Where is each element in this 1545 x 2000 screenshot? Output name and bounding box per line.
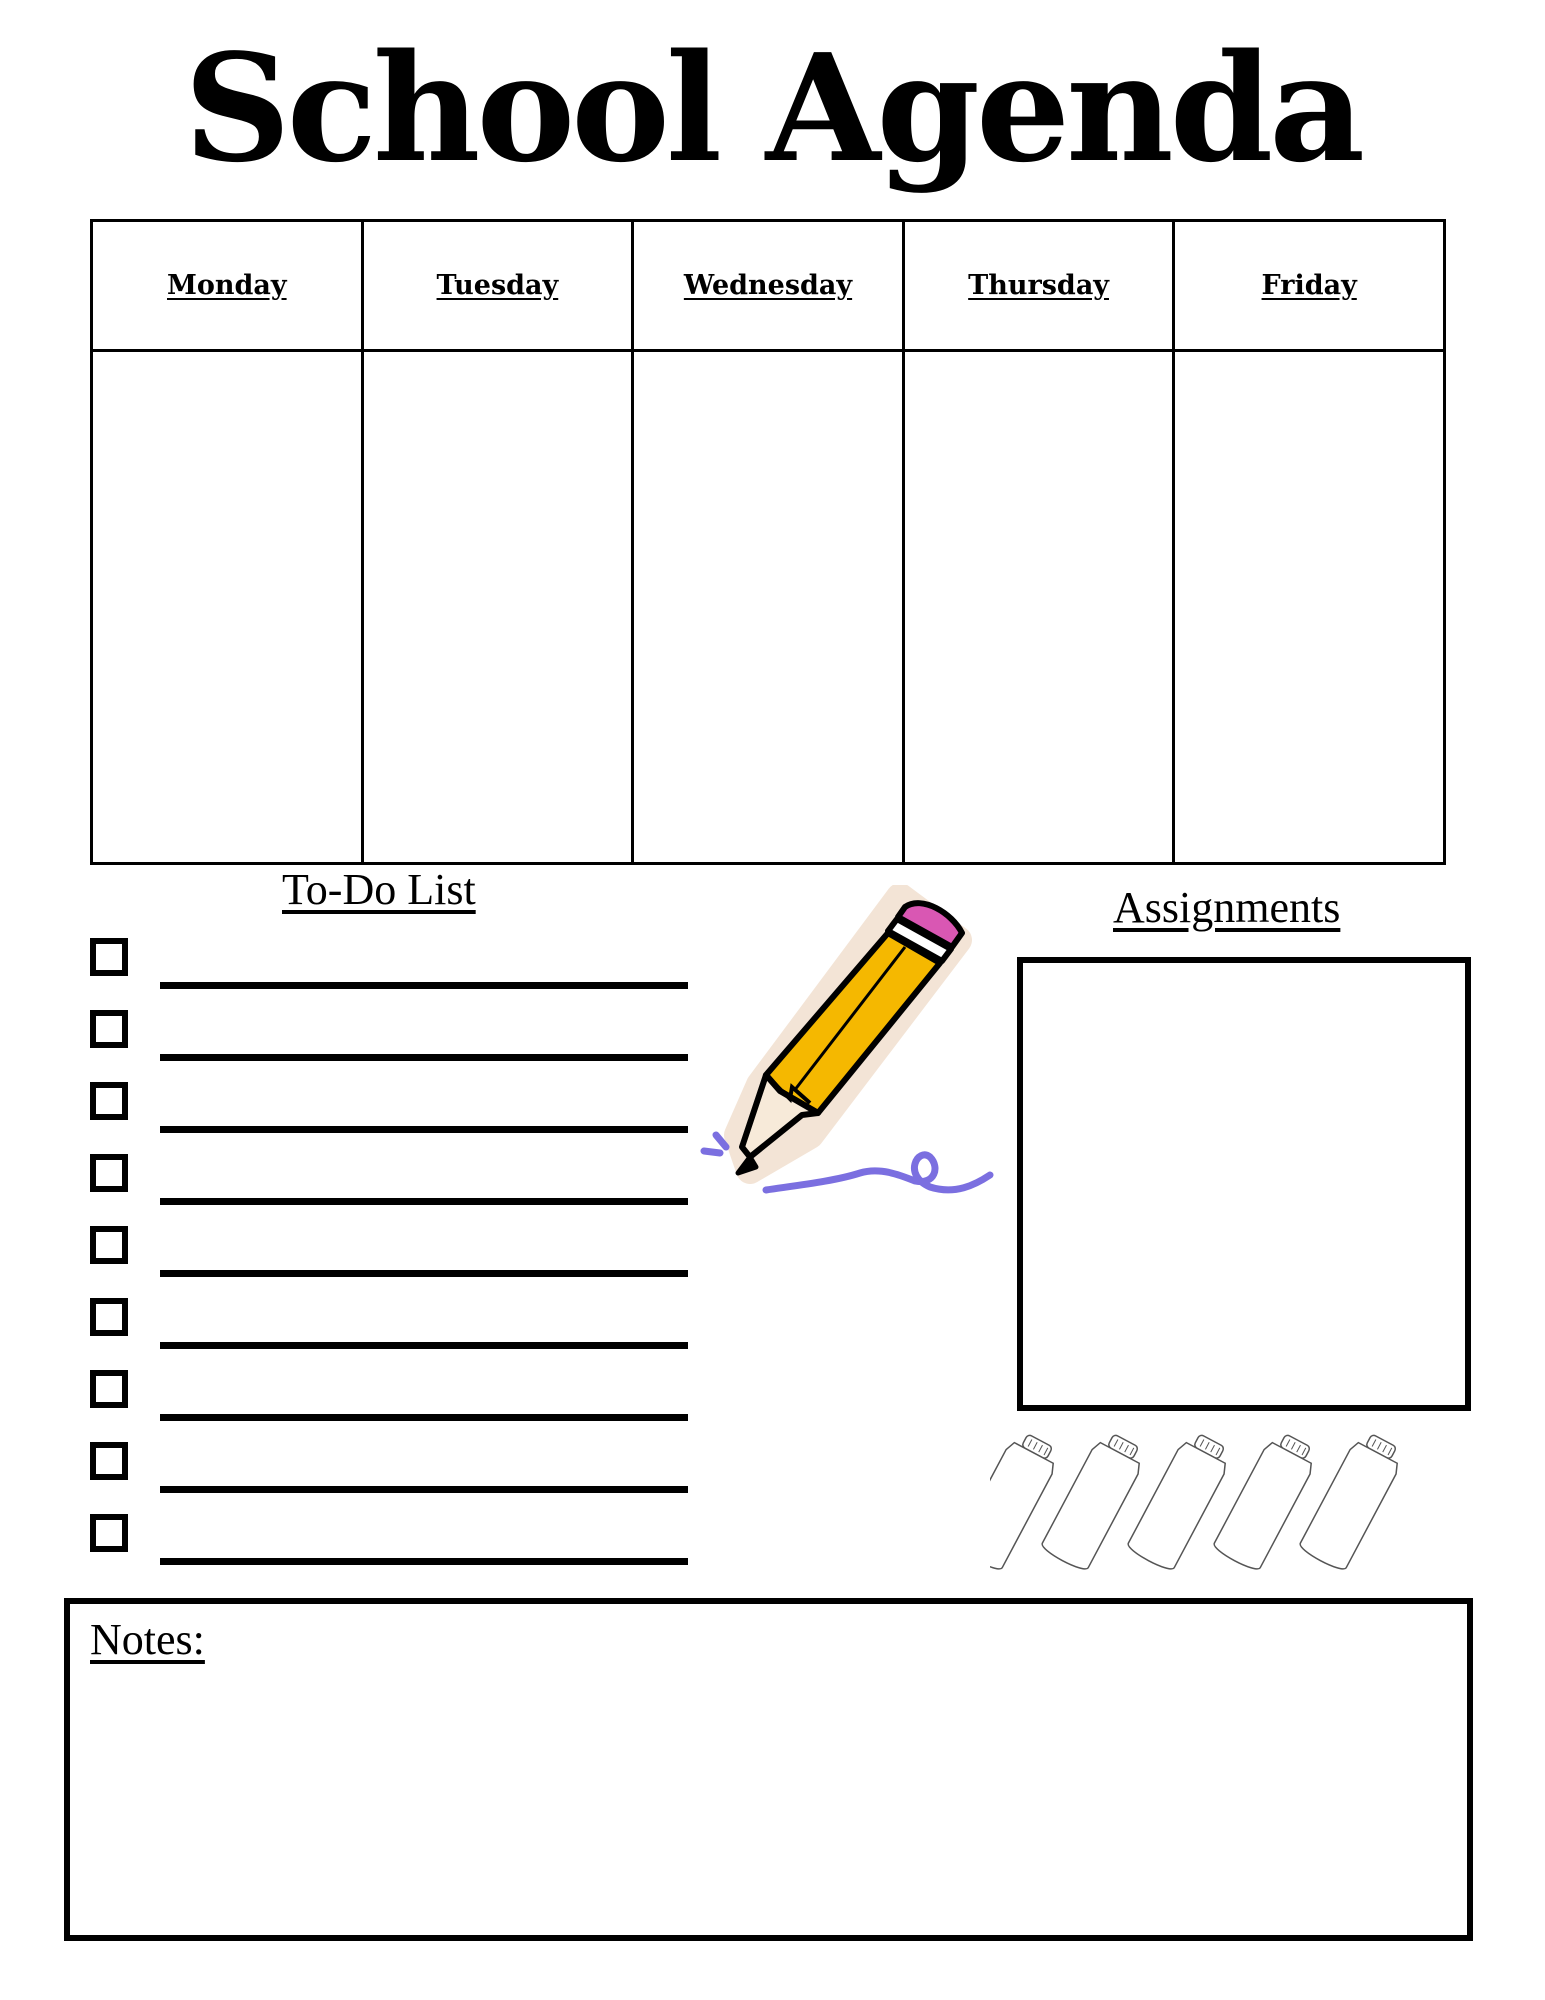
bottles-decoration bbox=[990, 1430, 1470, 1580]
day-column-wednesday bbox=[631, 222, 902, 862]
motion-marks bbox=[704, 1135, 726, 1153]
day-cell[interactable] bbox=[634, 352, 902, 862]
jar-icon bbox=[1212, 1430, 1322, 1573]
todo-item bbox=[88, 1370, 688, 1442]
day-column-friday bbox=[1172, 222, 1443, 862]
day-cell[interactable] bbox=[93, 352, 361, 862]
todo-item bbox=[88, 1010, 688, 1082]
day-header bbox=[1175, 222, 1443, 352]
notes-label: Notes: bbox=[90, 1615, 205, 1664]
todo-checkbox[interactable] bbox=[90, 1226, 128, 1264]
todo-write-line[interactable] bbox=[160, 1342, 688, 1349]
todo-checkbox[interactable] bbox=[90, 1082, 128, 1120]
todo-write-line[interactable] bbox=[160, 982, 688, 989]
todo-checkbox[interactable] bbox=[90, 938, 128, 976]
day-column-thursday bbox=[902, 222, 1173, 862]
pencil-icon bbox=[690, 885, 1010, 1215]
day-header bbox=[93, 222, 361, 352]
todo-item bbox=[88, 1298, 688, 1370]
day-header bbox=[364, 222, 632, 352]
notes-box[interactable] bbox=[64, 1598, 1473, 1941]
todo-write-line[interactable] bbox=[160, 1414, 688, 1421]
day-cell[interactable] bbox=[364, 352, 632, 862]
weekly-schedule-grid bbox=[90, 219, 1446, 865]
todo-list bbox=[88, 938, 688, 1586]
todo-list-title: To-Do List bbox=[282, 865, 476, 914]
todo-write-line[interactable] bbox=[160, 1054, 688, 1061]
todo-item bbox=[88, 1154, 688, 1226]
day-label: Wednesday bbox=[683, 270, 853, 301]
day-label: Friday bbox=[1261, 270, 1357, 301]
todo-item bbox=[88, 1226, 688, 1298]
day-cell[interactable] bbox=[1175, 352, 1443, 862]
todo-checkbox[interactable] bbox=[90, 1442, 128, 1480]
todo-checkbox[interactable] bbox=[90, 1298, 128, 1336]
jar-icon bbox=[1126, 1430, 1236, 1573]
todo-item bbox=[88, 938, 688, 1010]
todo-item bbox=[88, 1514, 688, 1586]
todo-checkbox[interactable] bbox=[90, 1514, 128, 1552]
day-cell[interactable] bbox=[905, 352, 1173, 862]
todo-write-line[interactable] bbox=[160, 1270, 688, 1277]
scribble-line bbox=[766, 1155, 990, 1190]
day-label: Thursday bbox=[968, 270, 1109, 301]
day-header bbox=[905, 222, 1173, 352]
todo-item bbox=[88, 1082, 688, 1154]
todo-write-line[interactable] bbox=[160, 1486, 688, 1493]
todo-checkbox[interactable] bbox=[90, 1370, 128, 1408]
day-column-tuesday bbox=[361, 222, 632, 862]
jar-icon bbox=[1040, 1430, 1150, 1573]
day-label: Monday bbox=[167, 270, 287, 301]
todo-write-line[interactable] bbox=[160, 1126, 688, 1133]
jar-icon bbox=[1298, 1430, 1408, 1573]
todo-item bbox=[88, 1442, 688, 1514]
page-title: School Agenda bbox=[183, 21, 1362, 195]
todo-checkbox[interactable] bbox=[90, 1010, 128, 1048]
todo-checkbox[interactable] bbox=[90, 1154, 128, 1192]
day-column-monday bbox=[93, 222, 361, 862]
todo-write-line[interactable] bbox=[160, 1198, 688, 1205]
day-header bbox=[634, 222, 902, 352]
assignments-title: Assignments bbox=[1113, 883, 1341, 932]
day-label: Tuesday bbox=[436, 270, 559, 301]
assignments-box[interactable] bbox=[1017, 957, 1471, 1411]
todo-write-line[interactable] bbox=[160, 1558, 688, 1565]
